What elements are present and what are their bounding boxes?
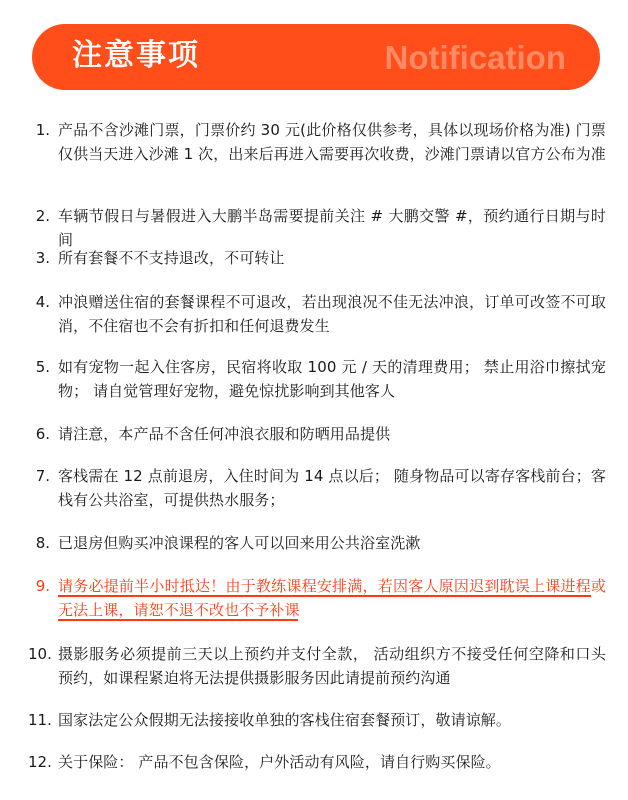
item-text: 如有宠物一起入住客房，民宿将收取 100 元 / 天的清理费用； 禁止用浴巾擦拭宠物； 请自觉管理好宠物，避免惊扰影响到其他客人	[58, 358, 606, 400]
item-number: 6.	[35, 425, 50, 443]
item-text: 国家法定公众假期无法接接收单独的客栈住宿套餐预订，敬请谅解。	[58, 711, 512, 729]
item-text: 冲浪赠送住宿的套餐课程不可退改，若出现浪况不佳无法冲浪，订单可改签不可取消，不住宿也不会有折扣和任何退费发生	[58, 293, 606, 335]
item-text: 已退房但购买冲浪课程的客人可以回来用公共浴室洗漱	[58, 534, 421, 552]
item-number: 2.	[35, 207, 50, 225]
item-number: 4.	[35, 293, 50, 311]
item-text: 所有套餐不不支持退改，不可转让	[58, 249, 285, 267]
item-text: 产品不含沙滩门票，门票价约 30 元(此价格仅供参考，具体以现场价格为准) 门票仅供当天进入沙滩 1 次，出来后再进入需要再次收费，沙滩门票请以官方公布为准	[58, 121, 606, 163]
item-number: 5.	[35, 358, 50, 376]
item-number: 3.	[35, 249, 50, 267]
item-number: 9.	[35, 577, 50, 595]
item-number: 8.	[35, 534, 50, 552]
banner-title: 注意事项	[72, 38, 200, 73]
item-number: 12.	[28, 753, 52, 771]
notification-banner	[32, 24, 600, 90]
item-number: 7.	[35, 467, 50, 485]
item-text: 请注意，本产品不含任何冲浪衣服和防晒用品提供	[58, 425, 391, 443]
banner-subtitle: Notification	[384, 39, 566, 76]
highlight-underline-line-1	[58, 595, 591, 597]
item-number: 11.	[28, 711, 52, 729]
item-text: 关于保险： 产品不包含保险，户外活动有风险，请自行购买保险。	[58, 753, 501, 771]
item-number: 10.	[28, 645, 52, 663]
item-number: 1.	[35, 121, 50, 139]
highlight-underline-line-2	[58, 619, 298, 621]
item-text: 客栈需在 12 点前退房，入住时间为 14 点以后； 随身物品可以寄存客栈前台；客栈有公共浴室，可提供热水服务；	[58, 467, 606, 509]
item-text: 请务必提前半小时抵达！由于教练课程安排满，若因客人原因迟到耽误上课进程或无法上课，请恕不退不改也不予补课	[58, 577, 606, 619]
item-text: 摄影服务必须提前三天以上预约并支付全款， 活动组织方不接受任何空降和口头预约，如课程紧迫将无法提供摄影服务因此请提前预约沟通	[58, 645, 606, 687]
item-text: 车辆节假日与暑假进入大鹏半岛需要提前关注 # 大鹏交警 #，预约通行日期与时间	[58, 207, 606, 249]
